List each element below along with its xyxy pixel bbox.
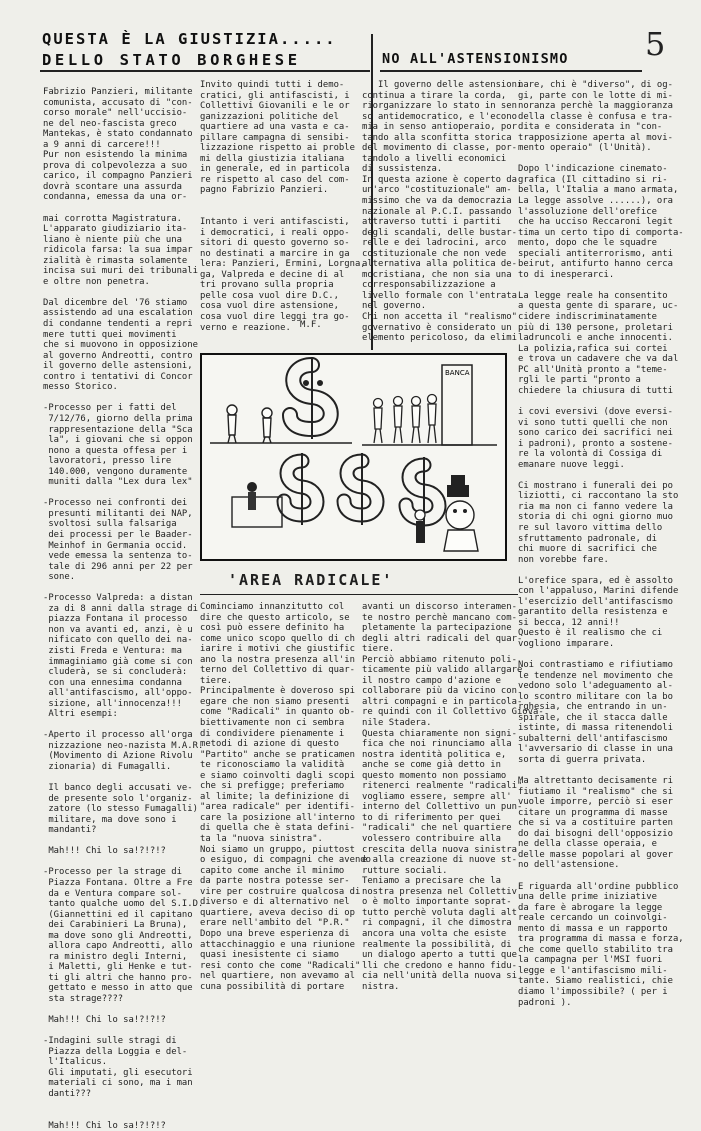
bank-sign: BANCA bbox=[445, 369, 470, 377]
header-left-rule bbox=[40, 70, 370, 72]
article1-column1: Fabrizio Panzieri, militante comunista, accusato di "con- corso morale" nell'uccisio- ne del neo-fascista greco Mantekas, è stato condannato a 9 anni di carcere!!! Pur non esistendo la minima prova di colpevolezza a suo carico, il compagno Panzieri dovrà scontare una assurda condanna, emessa da una or- mai corrotta Magistratura. L'apparato giudiziario ita- liano è niente più che una ridicola farsa: la sua impar zialità è rimasta solamente incisa sui muri dei tribunali e oltre non penetra. Dal dicembre del '76 stiamo assistendo ad una escalation di condanne tendenti a repri mere tutti quei movimenti che si muovono in opposizione al governo Andreotti, contro il governo delle astensioni, contro i tentativi di Concor messo Storico. -Processo per i fatti del 7/12/76, giorno della prima rappresentazione della "Sca la", i giovani che si oppon nono a questa offesa per i lavoratori, presso lire 140.000, vengono duramente muniti dalla "Lex dura lex" -Processo nei confronti dei presunti militanti dei NAP, svoltosi sulla falsariga dei processi per le Baader- Meinhof in Germania occid. vede emessa la sentenza to- tale di 296 anni per 22 per sone. -Processo Valpreda: a distan za di 8 anni dalla strage di piazza Fontana il processo non va avanti ed, anzi, è u nificato con quello dei na- zisti Freda e Ventura: ma immaginiamo già come si con cluderà, se si concluderà: con una ennesima condanna all'antifascismo, all'oppo- sizione, all'innocenza!!! Altri esempi: -Aperto il processo all'orga nizzazione neo-nazista M.A.R. (Movimento di Azione Rivolu zionaria) di Fumagalli. Il banco degli accusati ve- de presente solo l'organiz- zatore (lo stesso Fumagalli) militare, ma dove sono i mandanti? Mah!!! Chi lo sa!?!?!? -Processo per la strage di Piazza Fontana. Oltre a Fre da e Ventura compare sol- tanto qualche uomo del S.I.D. (Giannettini ed il capitano dei Carabinieri La Bruna), ma dove sono gli Andreotti, allora capo Andreotti, allo ra ministro degli Interni, i Maletti, gli Henke e tut- ti gli altri che hanno pro- gettato e messo in atto que sta strage???? Mah!!! Chi lo sa!?!?!? -Indagini sulle stragi di Piazza della Loggia e del- l'Italicus. Gli imputati, gli esecutori materiali ci sono, ma i man danti??? Mah!!! Chi lo sa!?!?!? bbox=[43, 87, 204, 1131]
article1-signature: M.F. bbox=[300, 320, 322, 330]
page-number: 5 bbox=[645, 25, 666, 63]
header-left-line1: QUESTA È LA GIUSTIZIA..... bbox=[42, 30, 337, 48]
area-radicale-title: 'AREA RADICALE' bbox=[228, 571, 394, 589]
article1-column2: Invito quindi tutti i demo- cratici, gli antifascisti, i Collettivi Giovanili e le or ganizzazioni politiche del quartiere ad una vasta e ca- pillare campagna di sensibi- lizzazione rispetto ai proble mi della giustizia italiana in generale, ed in particola re rispetto al caso del com- pagno Fabrizio Panzieri. Intanto i veri antifascisti, i democratici, i reali oppo- sitori di questo governo so- no destinati a marcire in ga lera: Panzieri, Ermini, Lorgna, ga, Valpreda e decine di al tri provano sulla propria pelle cosa vuol dire D.C., cosa vuol dire astensione, cosa vuol dire leggi tra go- verno e reazione. bbox=[200, 80, 366, 333]
header-left-line2: DELLO STATO BORGHESE bbox=[42, 51, 301, 69]
article2-column3: Il governo delle astensioni continua a tirare la corda, riorganizzare lo stato in sen so antidemocratico, e l'econo mia in senso antioperaio, por tando alla sconfitta storica del movimento di classe, por- tandolo a livelli economici di sussistenza. In questa azione è coperto da un'arco "costituzionale" am- missimo che va da democrazia nazionale al P.C.I. passando attraverso tutti i partiti degli scandali, delle bustar- relle e dei ladrocini, arco costituzionale che non vede alternativa alla politica de- mocristiana, che non sia una corresponsabilizzazione a livello formale con l'entrata nel governo. Chi non accetta il "realismo" governativo è considerato un elemento pericoloso, da elimi bbox=[362, 80, 523, 344]
article3-column2: avanti un discorso interamen- te nostro perchè mancano com- pletamente la partecipazione degli altri radicali del quar- tiere. Perciò abbiamo ritenuto poli- ticamente più valido allargare il nostro campo d'azione e collaborare più da vicino con altri compagni e in particola- re quindi con il Collettivo Giova- nile Stadera. Questa chiaramente non signi- fica che noi rinunciamo alla nostra identità politica e, anche se come già detto in questo momento non possiamo ritenerci realmente "radicali" vogliamo essere, sempre all' interno del Collettivo un pun- to di riferimento per quei "radicali" che nel quartiere volessero contribuire alla crescita della nuova sinistra e alla creazione di nuove st- rutture sociali. Teniamo a precisare che la nostra presenza nel Collettiv o è molto importante soprat- tutto perchè voluta dagli alt ri compagni, il che dimostra ancora una volta che esiste realmente la possibilità, di un dialogo aperto a tutti que lli che credono e hanno fidu- cia nell'unità della nuova si nistra. bbox=[362, 602, 544, 992]
cartoon-illustration bbox=[202, 355, 505, 559]
article3-column1: Cominciamo innanzitutto col dire che questo articolo, se così può essere definito ha come unico scopo quello di ch iarire i motivi che giustific ano la nostra presenza all'in terno del Collettivo di quar- tiere. Principalmente è doveroso spi egare che non siamo presenti come "Radicali" in quanto ob- biettivamente non ci sembra di condividere pienamente i metodi di azione di questo "Partito" anche se praticamen te riconosciamo la validità e siamo coinvolti dagli scopi che si prefigge; preferiamo al limite; la definizione di "area radicale" per identifi- care la posizione all'interno di quella che è stata defini- ta la "nuova sinistra". Noi siamo un gruppo, piuttost o esiguo, di compagni che avendo capito come anche il minimo da parte nostra potesse ser- vire per costruire qualcosa di diverso e di alternativo nel quartiere, aveva deciso di op erare nell'ambito del "P.R." Dopo una breve esperienza di attacchinaggio e una riunione quasi inesistente ci siamo resi conto che come "Radicali" nel quartiere, non avevamo al cuna possibilità di portare bbox=[200, 602, 371, 992]
header-right-title: NO ALL'ASTENSIONISMO bbox=[382, 51, 569, 67]
article2-column4: nare, chi è "diverso", di og- gi, parte con le lotte di mi- noranza perchè la maggioranza della classe è confusa e tra- dita e considerata in "con- trapposizione aperta al movi- mento operaio" (l'Unità). Dopo l'indicazione cinemato- grafica (Il cittadino si ri- bella, l'Italia a mano armata, La legge assolve ......), ora l'assoluzione dell'orefice che ha ucciso Reccaroni legit tima un certo tipo di comporta- mento, dopo che le squadre speciali antiterrorismo, anti beirut, antifurto hanno cerca to di inesperarci. La legge reale ha consentito a questa gente di sparare, uc- cidere indiscriminatamente più di 130 persone, proletari ladruncoli e anche innocenti. La polizia,rafica sui cortei e trova un cadavere che va dal PC all'Unità pronto a "teme- rgli le parti "pronto a chiedere la chiusura di tutti i covi eversivi (dove eversi- vi sono tutti quelli che non sono carico dei sacrifici nei i padroni), pronto a sostene- re la volontà di Cossiga di emanare nuove leggi. Ci mostrano i funerali dei po liziotti, ci raccontano la sto ria ma non ci fanno vedere la storia di chi ogni giorno muo re sul lavoro vittima dello sfruttamento padronale, di chi muore di sacrifici che non vorebbe fare. L'orefice spara, ed è assolto con l'appaluso, Marini difende l'esercizio dell'antifascismo garantito della resistenza e si becca, 12 anni!! Questo è il realismo che ci vogliono imparare. Noi contrastiamo e rifiutiamo le tendenze nel movimento che vedono solo l'adeguamento al- lo scontro militare con la bo rghesia, che entrando in un- spirale, che il stacca dalle istinte, di massa ritenendoli subalterni dell'antifascismo l'avversario di classe in una sorta di guerra privata. Ma altrettanto decisamente ri fiutiamo il "realismo" che si vuole imporre, perciò si eser citare un programma di masse che si va a costituire parten do dai bisogni dell'opposizio ne della classe operaia, e delle masse popolari al gover no dell'astensione. E riguarda all'ordine pubblico una delle prime iniziative da fare è abrogare la legge reale cercando un coinvolgi- mento di massa e un rapporto tra programma di massa e forza, che come quello stabilito tra la campagna per l'MSI fuori legge e l'antifascismo mili- tante. Siamo realistici, chie diamo l'impossibile? ( per i padroni ). bbox=[518, 80, 684, 1008]
header-right-rule bbox=[380, 70, 642, 72]
article3-top-rule bbox=[200, 594, 518, 595]
political-cartoon bbox=[200, 353, 507, 561]
